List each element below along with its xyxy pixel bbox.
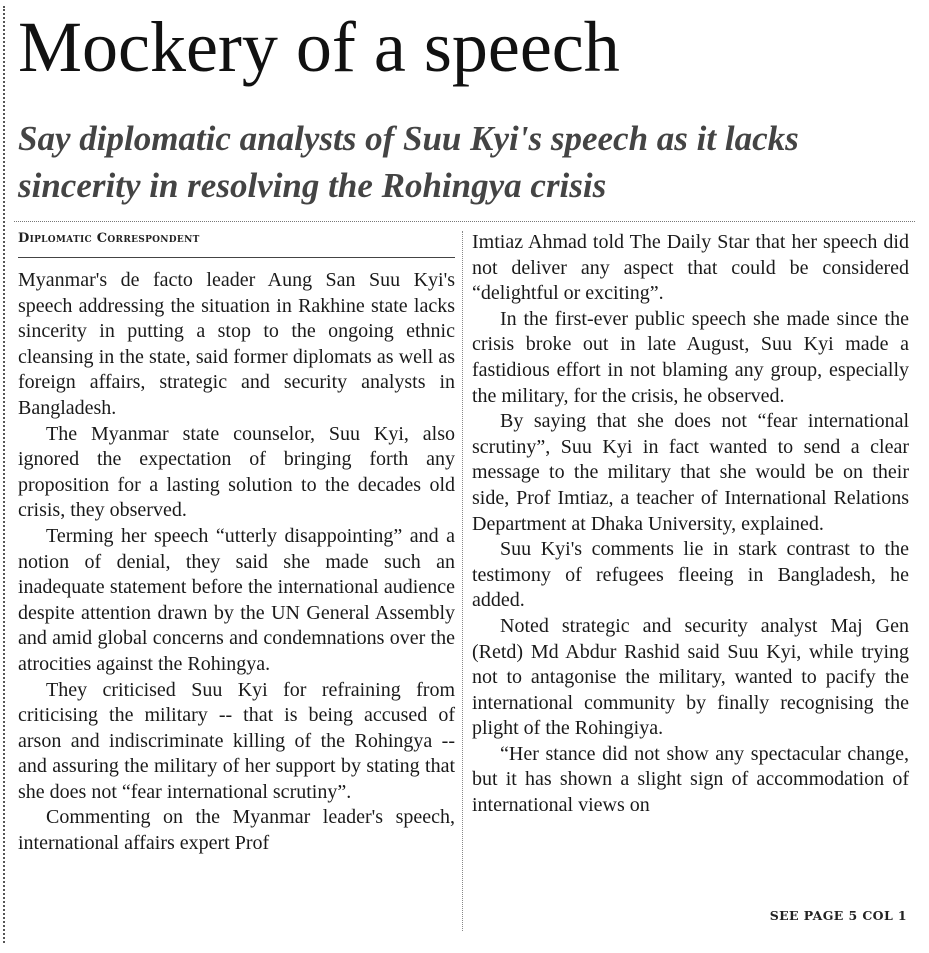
paragraph: In the first-ever public speech she made since the crisis broke out in late August, Suu Kyi made a fastidious effort in not blaming any group, especially the military, for the crisis, he observed.: [472, 307, 909, 407]
article-column-right: [472, 230, 909, 819]
paragraph: Terming her speech “utterly disappointing” and a notion of denial, they said she made such an inadequate statement before the international audience despite attention drawn by the UN General Assembly and amid global concerns and condemnations over the atrocities against the Rohingya.: [18, 524, 455, 675]
paragraph: Suu Kyi's comments lie in stark contrast to the testimony of refugees fleeing in Bangladesh, he added.: [472, 538, 909, 612]
paragraph: Myanmar's de facto leader Aung San Suu Kyi's speech addressing the situation in Rakhine state lacks sincerity in putting a stop to the ongoing ethnic cleansing in the state, said former diplomats as well as foreign affairs, strategic and security analysts in Bangladesh.: [18, 269, 455, 419]
margin-dotted-rule: [3, 6, 5, 943]
byline-underline: [18, 257, 455, 258]
headline: Mockery of a speech: [18, 7, 620, 87]
paragraph: Commenting on the Myanmar leader's speech, international affairs expert Prof: [18, 806, 455, 855]
section-divider: [14, 221, 915, 222]
subheadline: Say diplomatic analysts of Suu Kyi's speech as it lacks sincerity in resolving the Rohingya crisis: [18, 119, 799, 205]
paragraph: The Myanmar state counselor, Suu Kyi, also ignored the expectation of bringing forth any proposition for a lasting solution to the decades old crisis, they observed.: [18, 422, 455, 522]
column-divider: [462, 231, 463, 931]
paragraph: Noted strategic and security analyst Maj Gen (Retd) Md Abdur Rashid said Suu Kyi, while trying not to antagonise the military, wanted to pacify the international community by finally recognising the plight of the Rohingiya.: [472, 614, 909, 740]
article-column-left: [18, 268, 455, 857]
paragraph: Imtiaz Ahmad told The Daily Star that her speech did not deliver any aspect that could be considered “delightful or exciting”.: [472, 231, 909, 305]
paragraph: They criticised Suu Kyi for refraining from criticising the military -- that is being accused of arson and indiscriminate killing of the Rohingya -- and assuring the military of her support by stating that she does not “fear international scrutiny”.: [18, 678, 455, 803]
paragraph: By saying that she does not “fear international scrutiny”, Suu Kyi in fact wanted to send a clear message to the military that she would be on their side, Prof Imtiaz, a teacher of International Relations Department at Dhaka University, explained.: [472, 410, 909, 535]
byline: Diplomatic Correspondent: [18, 231, 200, 246]
continued-on-page-link: SEE PAGE 5 COL 1: [769, 908, 907, 923]
paragraph: “Her stance did not show any spectacular change, but it has shown a slight sign of accommodation of international views on: [472, 742, 909, 817]
